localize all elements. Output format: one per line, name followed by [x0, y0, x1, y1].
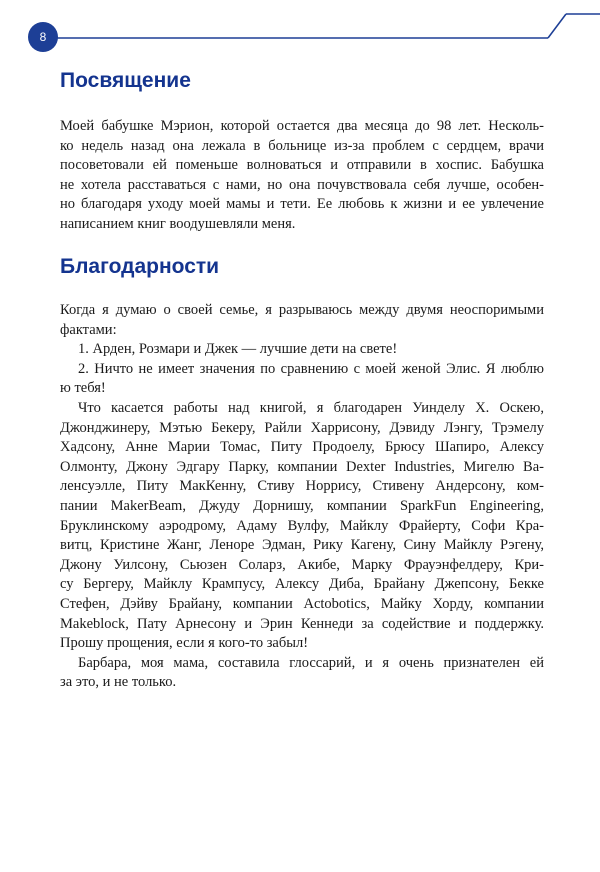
text-line: написанием книг воодушевляли меня.: [60, 215, 296, 232]
text-line: ко недель назад она лежала в больнице из-за проблем с сердцем, врачи: [60, 137, 544, 154]
header-rule-decoration: [0, 0, 600, 60]
text-line: Прошу прощения, если я кого-то забыл!: [60, 635, 309, 652]
text-line: Джону Уилсону, Сьюзен Соларз, Акибе, Марку Фрауэнфелдеру, Кри-: [60, 556, 544, 573]
list-item: ю тебя!: [60, 380, 106, 397]
text-line: за это, и не только.: [60, 674, 177, 691]
text-line: Makeblock, Пату Арнесону и Эрин Кеннеди за содействие и поддержку.: [60, 615, 544, 632]
text-line: Что касается работы над книгой, я благодарен Уинделу Х. Оскею,: [78, 399, 544, 416]
dedication-paragraph: [60, 117, 544, 235]
text-line: Моей бабушке Мэрион, которой остается два месяца до 98 лет. Несколь-: [60, 118, 544, 134]
text-line: су Бергеру, Майклу Крампусу, Алексу Диба, Брайану Джепсону, Бекке: [60, 576, 544, 593]
text-line: Когда я думаю о своей семье, я разрываюсь между двумя неоспоримыми: [60, 302, 544, 318]
text-line: витц, Кристине Жанг, Леноре Эдман, Рику Кагену, Сину Майклу Рэгену,: [60, 537, 544, 554]
dedication-heading: Посвящение: [60, 69, 191, 92]
text-line: но благодаря уходу моей мамы и тети. Ее любовь к жизни и ее увлечение: [60, 196, 544, 213]
text-line: фактами:: [60, 321, 117, 338]
acknowledgements-heading: Благодарности: [60, 255, 220, 278]
list-item: 2. Ничто не имеет значения по сравнению с моей женой Элис. Я люблю: [78, 360, 544, 377]
page-number-badge: 8: [28, 22, 58, 52]
text-line: Бруклинскому аэродрому, Адаму Вулфу, Майклу Фрайерту, Софи Кра-: [60, 517, 544, 534]
text-line: ленсуэлле, Питу МакКенну, Стиву Норрису, Стивену Андерсону, ком-: [60, 478, 544, 495]
text-line: пании MakerBeam, Джуду Дорнишу, компании SparkFun Engineering,: [60, 497, 544, 514]
text-line: посоветовали ей поменьше волноваться и отправили в хоспис. Бабушка: [60, 157, 544, 174]
acknowledgements-body: [60, 301, 544, 693]
text-line: Барбара, моя мама, составила глоссарий, и я очень признателен ей: [78, 654, 544, 671]
text-line: Джонджинеру, Мэтью Бекеру, Райли Харрисону, Дэвиду Лэнгу, Трэмелу: [60, 419, 544, 436]
text-line: не хотела расставаться с нами, но она почувствовала себя лучше, особен-: [60, 176, 544, 193]
list-item: 1. Арден, Розмари и Джек — лучшие дети на свете!: [78, 341, 398, 358]
text-line: Хадсону, Анне Марии Томас, Питу Продоелу, Брюсу Шапиро, Алексу: [60, 439, 544, 456]
text-line: Стефен, Дэйву Брайану, компании Actobotics, Майку Хорду, компании: [60, 595, 544, 612]
text-line: Олмонту, Джону Эдгару Парку, компании Dexter Industries, Мигелю Ва-: [60, 458, 544, 475]
